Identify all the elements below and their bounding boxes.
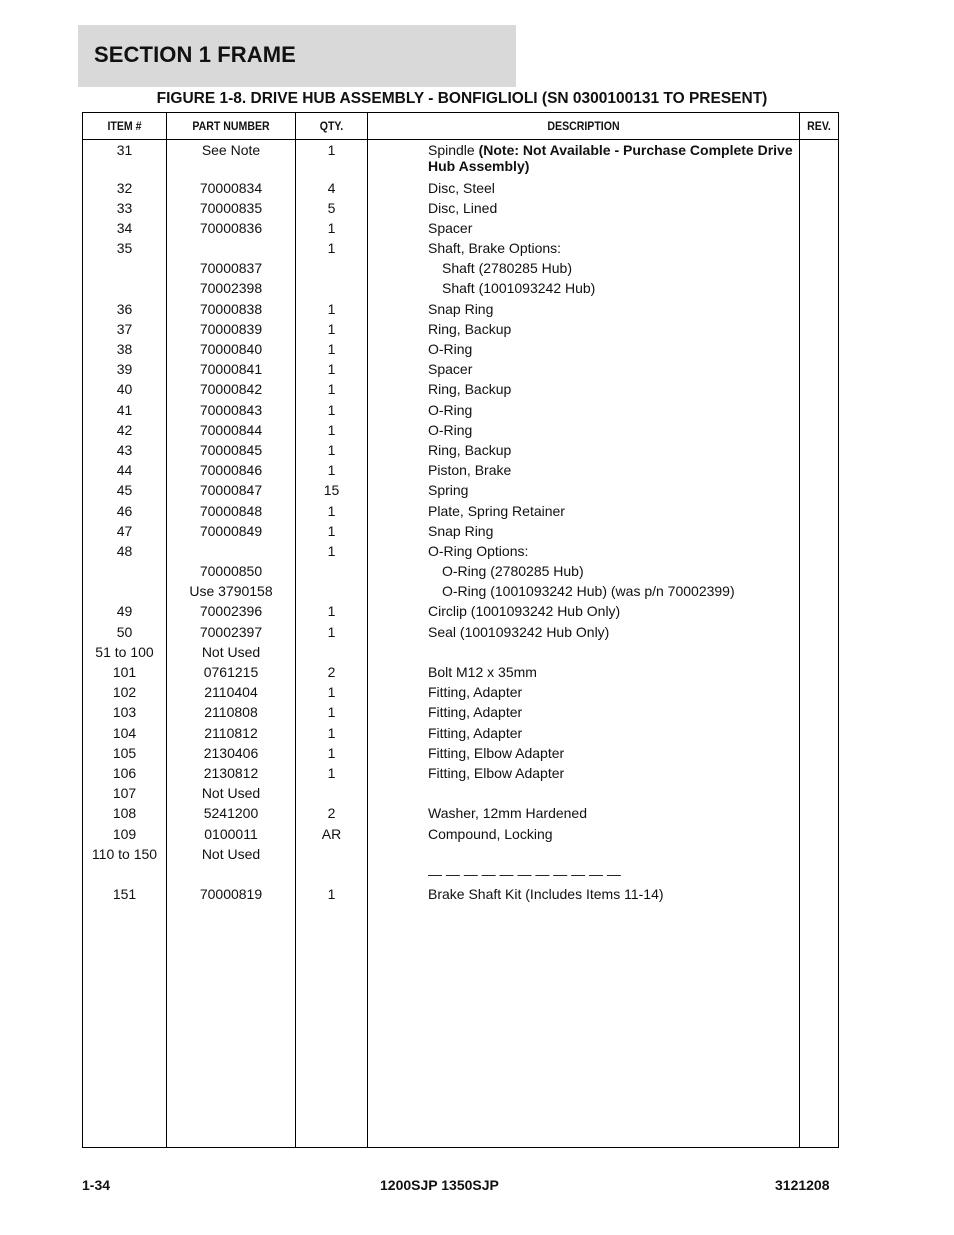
item-number: 35 — [116, 240, 133, 257]
description — [428, 503, 798, 519]
quantity: 1 — [327, 764, 336, 781]
description-text: Spacer — [428, 361, 473, 378]
part-number: 70002398 — [199, 280, 263, 297]
table-row — [83, 422, 838, 442]
description-text: Ring, Backup — [428, 441, 512, 458]
description — [428, 523, 798, 539]
part-number: 70000840 — [199, 341, 263, 357]
description — [428, 684, 798, 700]
table-row — [83, 765, 838, 785]
description-text: Washer, 12mm Hardened — [428, 805, 587, 822]
item-number: 40 — [116, 381, 133, 398]
quantity: 5 — [327, 199, 336, 216]
description — [428, 361, 798, 377]
table-row — [83, 503, 838, 523]
description — [428, 603, 798, 619]
table-row — [83, 260, 838, 280]
table-row — [83, 301, 838, 321]
table-row — [83, 644, 838, 664]
quantity: 1 — [327, 684, 336, 701]
quantity: 1 — [327, 219, 336, 236]
description-text: Ring, Backup — [428, 381, 512, 398]
item-number: 44 — [116, 462, 133, 479]
description-note: (Note: Not Available - Purchase Complete Drive Hub Assembly) — [428, 142, 793, 174]
header-divider — [83, 139, 838, 140]
table-row — [83, 583, 838, 603]
item-number: 32 — [116, 179, 133, 196]
part-number: 70000839 — [199, 320, 263, 337]
part-number: 70000850 — [199, 563, 263, 580]
table-body — [83, 142, 838, 906]
item-number: 38 — [116, 341, 133, 357]
part-number: 70002396 — [199, 603, 263, 620]
description — [428, 422, 798, 438]
header-rev: REV. — [807, 119, 831, 133]
part-number: Not Used — [201, 845, 261, 862]
description — [428, 402, 798, 418]
table-row — [83, 826, 838, 846]
part-number: 5241200 — [203, 805, 259, 822]
part-number: 0761215 — [203, 664, 259, 680]
description — [428, 321, 798, 337]
description-text: Fitting, Adapter — [428, 724, 523, 741]
description-text: — — — — — — — — — — — — [428, 865, 621, 882]
table-row — [83, 361, 838, 381]
part-number: 70000847 — [199, 482, 263, 499]
quantity: 1 — [327, 462, 336, 479]
item-number: 42 — [116, 421, 133, 438]
item-number: 41 — [116, 401, 133, 418]
description-text: Plate, Spring Retainer — [428, 502, 565, 519]
model-numbers: 1200SJP 1350SJP — [380, 1177, 499, 1193]
part-number: 2130812 — [203, 764, 259, 781]
table-row — [83, 603, 838, 623]
part-number: 70000845 — [199, 441, 263, 458]
item-number: 51 to 100 — [95, 643, 154, 660]
description — [442, 260, 812, 276]
part-number: 70000848 — [199, 502, 263, 519]
description-text: Fitting, Adapter — [428, 704, 523, 721]
part-number: 70000843 — [199, 401, 263, 418]
table-row — [83, 785, 838, 805]
table-row — [83, 402, 838, 422]
item-number: 101 — [112, 664, 137, 680]
description — [428, 482, 798, 498]
table-row — [83, 624, 838, 644]
description-text: Spacer — [428, 219, 473, 236]
quantity: 1 — [327, 320, 336, 337]
description — [428, 341, 798, 357]
quantity: 1 — [327, 240, 336, 257]
part-number: 70000834 — [199, 179, 263, 196]
quantity: 1 — [327, 542, 336, 559]
item-number: 102 — [112, 684, 137, 701]
description — [428, 180, 798, 196]
part-number: 0100011 — [204, 825, 258, 842]
part-number: 70000842 — [199, 381, 263, 398]
item-number: 45 — [116, 482, 133, 499]
quantity: 2 — [327, 664, 336, 680]
quantity: 1 — [327, 421, 336, 438]
table-row — [83, 142, 838, 180]
table-row — [83, 563, 838, 583]
description — [428, 704, 798, 720]
description — [428, 826, 798, 842]
description — [428, 886, 798, 902]
description — [428, 745, 798, 761]
item-number: 151 — [112, 886, 137, 903]
table-row — [83, 725, 838, 745]
description — [428, 240, 798, 256]
table-row — [83, 341, 838, 361]
page-number: 1-34 — [82, 1177, 111, 1193]
description-text: Disc, Lined — [428, 199, 498, 216]
part-number: 70000835 — [199, 199, 263, 216]
description — [428, 765, 798, 781]
part-number: 70000838 — [199, 300, 263, 317]
quantity: 2 — [327, 805, 336, 822]
description-text: O-Ring (1001093242 Hub) (was p/n 70002399) — [442, 583, 735, 600]
figure-title: FIGURE 1-8. DRIVE HUB ASSEMBLY - BONFIGLIOLI (SN 0300100131 TO PRESENT) — [156, 90, 768, 107]
description-text: Spring — [428, 482, 469, 499]
description-text: O-Ring — [428, 341, 473, 357]
description-text: Shaft (1001093242 Hub) — [442, 280, 596, 297]
description — [428, 442, 798, 458]
header-qty: QTY. — [319, 119, 344, 133]
item-number: 107 — [112, 785, 137, 802]
table-row — [83, 381, 838, 401]
part-number: See Note — [201, 142, 261, 158]
part-number: 2110808 — [204, 704, 258, 721]
description-text: O-Ring — [428, 421, 473, 438]
table-row — [83, 664, 838, 684]
table-row — [83, 482, 838, 502]
description-text: Shaft (2780285 Hub) — [442, 260, 572, 277]
item-number: 34 — [116, 219, 133, 236]
quantity: 1 — [327, 603, 336, 620]
item-number: 109 — [112, 825, 137, 842]
description-text: Snap Ring — [428, 300, 494, 317]
description — [428, 301, 798, 317]
description-text: Spindle — [428, 142, 479, 158]
item-number: 39 — [116, 361, 133, 378]
table-row — [83, 886, 838, 906]
item-number: 103 — [112, 704, 137, 721]
table-row — [83, 442, 838, 462]
part-number: 70000819 — [199, 886, 263, 903]
description — [442, 583, 812, 599]
description-text: Fitting, Adapter — [428, 684, 523, 701]
description-text: Piston, Brake — [428, 462, 512, 479]
document-number: 3121208 — [775, 1177, 830, 1193]
quantity: 15 — [323, 482, 340, 499]
part-number: 70000841 — [199, 361, 263, 378]
section-banner — [78, 25, 516, 87]
quantity: 1 — [327, 704, 336, 721]
quantity: 4 — [327, 179, 336, 196]
item-number: 106 — [112, 764, 137, 781]
description — [428, 624, 798, 640]
table-row — [83, 704, 838, 724]
header-description: DESCRIPTION — [547, 119, 620, 133]
table-row — [83, 280, 838, 300]
description-text: Circlip (1001093242 Hub Only) — [428, 603, 621, 620]
quantity: 1 — [327, 744, 336, 761]
quantity: 1 — [327, 522, 336, 539]
description-text: O-Ring — [428, 401, 473, 418]
item-number: 47 — [116, 522, 133, 539]
part-number: Use 3790158 — [189, 583, 273, 600]
item-number: 36 — [116, 300, 133, 317]
description — [428, 381, 798, 397]
description-text: Shaft, Brake Options: — [428, 240, 562, 257]
table-row — [83, 745, 838, 765]
table-row — [83, 321, 838, 341]
description — [428, 805, 798, 821]
description-text: O-Ring (2780285 Hub) — [442, 563, 584, 580]
item-number: 50 — [116, 623, 133, 640]
table-row — [83, 523, 838, 543]
quantity: 1 — [327, 886, 336, 903]
item-number: 48 — [116, 542, 133, 559]
description — [428, 866, 798, 882]
description — [428, 142, 798, 174]
description-text: Brake Shaft Kit (Includes Items 11-14) — [428, 886, 664, 903]
table-row — [83, 200, 838, 220]
part-number: 70000844 — [199, 421, 263, 438]
quantity: 1 — [327, 381, 336, 398]
description — [428, 725, 798, 741]
part-number: 70002397 — [199, 623, 263, 640]
parts-table — [82, 112, 839, 1148]
section-title: SECTION 1 FRAME — [94, 42, 296, 67]
quantity: 1 — [327, 401, 336, 418]
description — [428, 664, 798, 680]
quantity: 1 — [327, 502, 336, 519]
quantity: 1 — [327, 361, 336, 378]
table-row — [83, 684, 838, 704]
quantity: 1 — [327, 142, 336, 158]
description-text: Ring, Backup — [428, 320, 512, 337]
description-text: Bolt M12 x 35mm — [428, 664, 537, 680]
quantity: 1 — [327, 724, 336, 741]
description — [442, 280, 812, 296]
table-row — [83, 220, 838, 240]
description-text: Snap Ring — [428, 522, 494, 539]
quantity: AR — [321, 825, 342, 842]
part-number: 2130406 — [203, 744, 259, 761]
item-number: 104 — [112, 724, 137, 741]
item-number: 37 — [116, 320, 133, 337]
part-number: Not Used — [201, 643, 261, 660]
item-number: 33 — [116, 199, 133, 216]
item-number: 31 — [116, 142, 133, 158]
part-number: 70000837 — [199, 260, 263, 277]
part-number: 2110812 — [204, 724, 258, 741]
description-text: Fitting, Elbow Adapter — [428, 744, 565, 761]
table-row — [83, 846, 838, 866]
table-row — [83, 543, 838, 563]
table-row — [83, 462, 838, 482]
description — [428, 543, 798, 559]
item-number: 110 to 150 — [91, 845, 158, 862]
part-number: 70000849 — [199, 522, 263, 539]
header-part-number: PART NUMBER — [192, 119, 270, 133]
description-text: Seal (1001093242 Hub Only) — [428, 623, 610, 640]
item-number: 108 — [112, 805, 137, 822]
description — [428, 200, 798, 216]
description-text: Disc, Steel — [428, 179, 495, 196]
description-text: Compound, Locking — [428, 825, 553, 842]
table-row — [83, 240, 838, 260]
quantity: 1 — [327, 623, 336, 640]
part-number: 70000836 — [199, 219, 263, 236]
description — [428, 220, 798, 236]
table-row — [83, 180, 838, 200]
item-number: 105 — [112, 744, 137, 761]
description-text: O-Ring Options: — [428, 542, 529, 559]
item-number: 43 — [116, 441, 133, 458]
part-number: 70000846 — [199, 462, 263, 479]
part-number: Not Used — [201, 785, 261, 802]
quantity: 1 — [327, 441, 336, 458]
table-row — [83, 866, 838, 886]
description — [428, 462, 798, 478]
quantity: 1 — [327, 300, 336, 317]
header-item: ITEM # — [107, 119, 142, 133]
quantity: 1 — [327, 341, 336, 357]
table-row — [83, 805, 838, 825]
item-number: 46 — [116, 502, 133, 519]
item-number: 49 — [116, 603, 133, 620]
description — [442, 563, 812, 579]
description-text: Fitting, Elbow Adapter — [428, 764, 565, 781]
part-number: 2110404 — [204, 684, 258, 701]
